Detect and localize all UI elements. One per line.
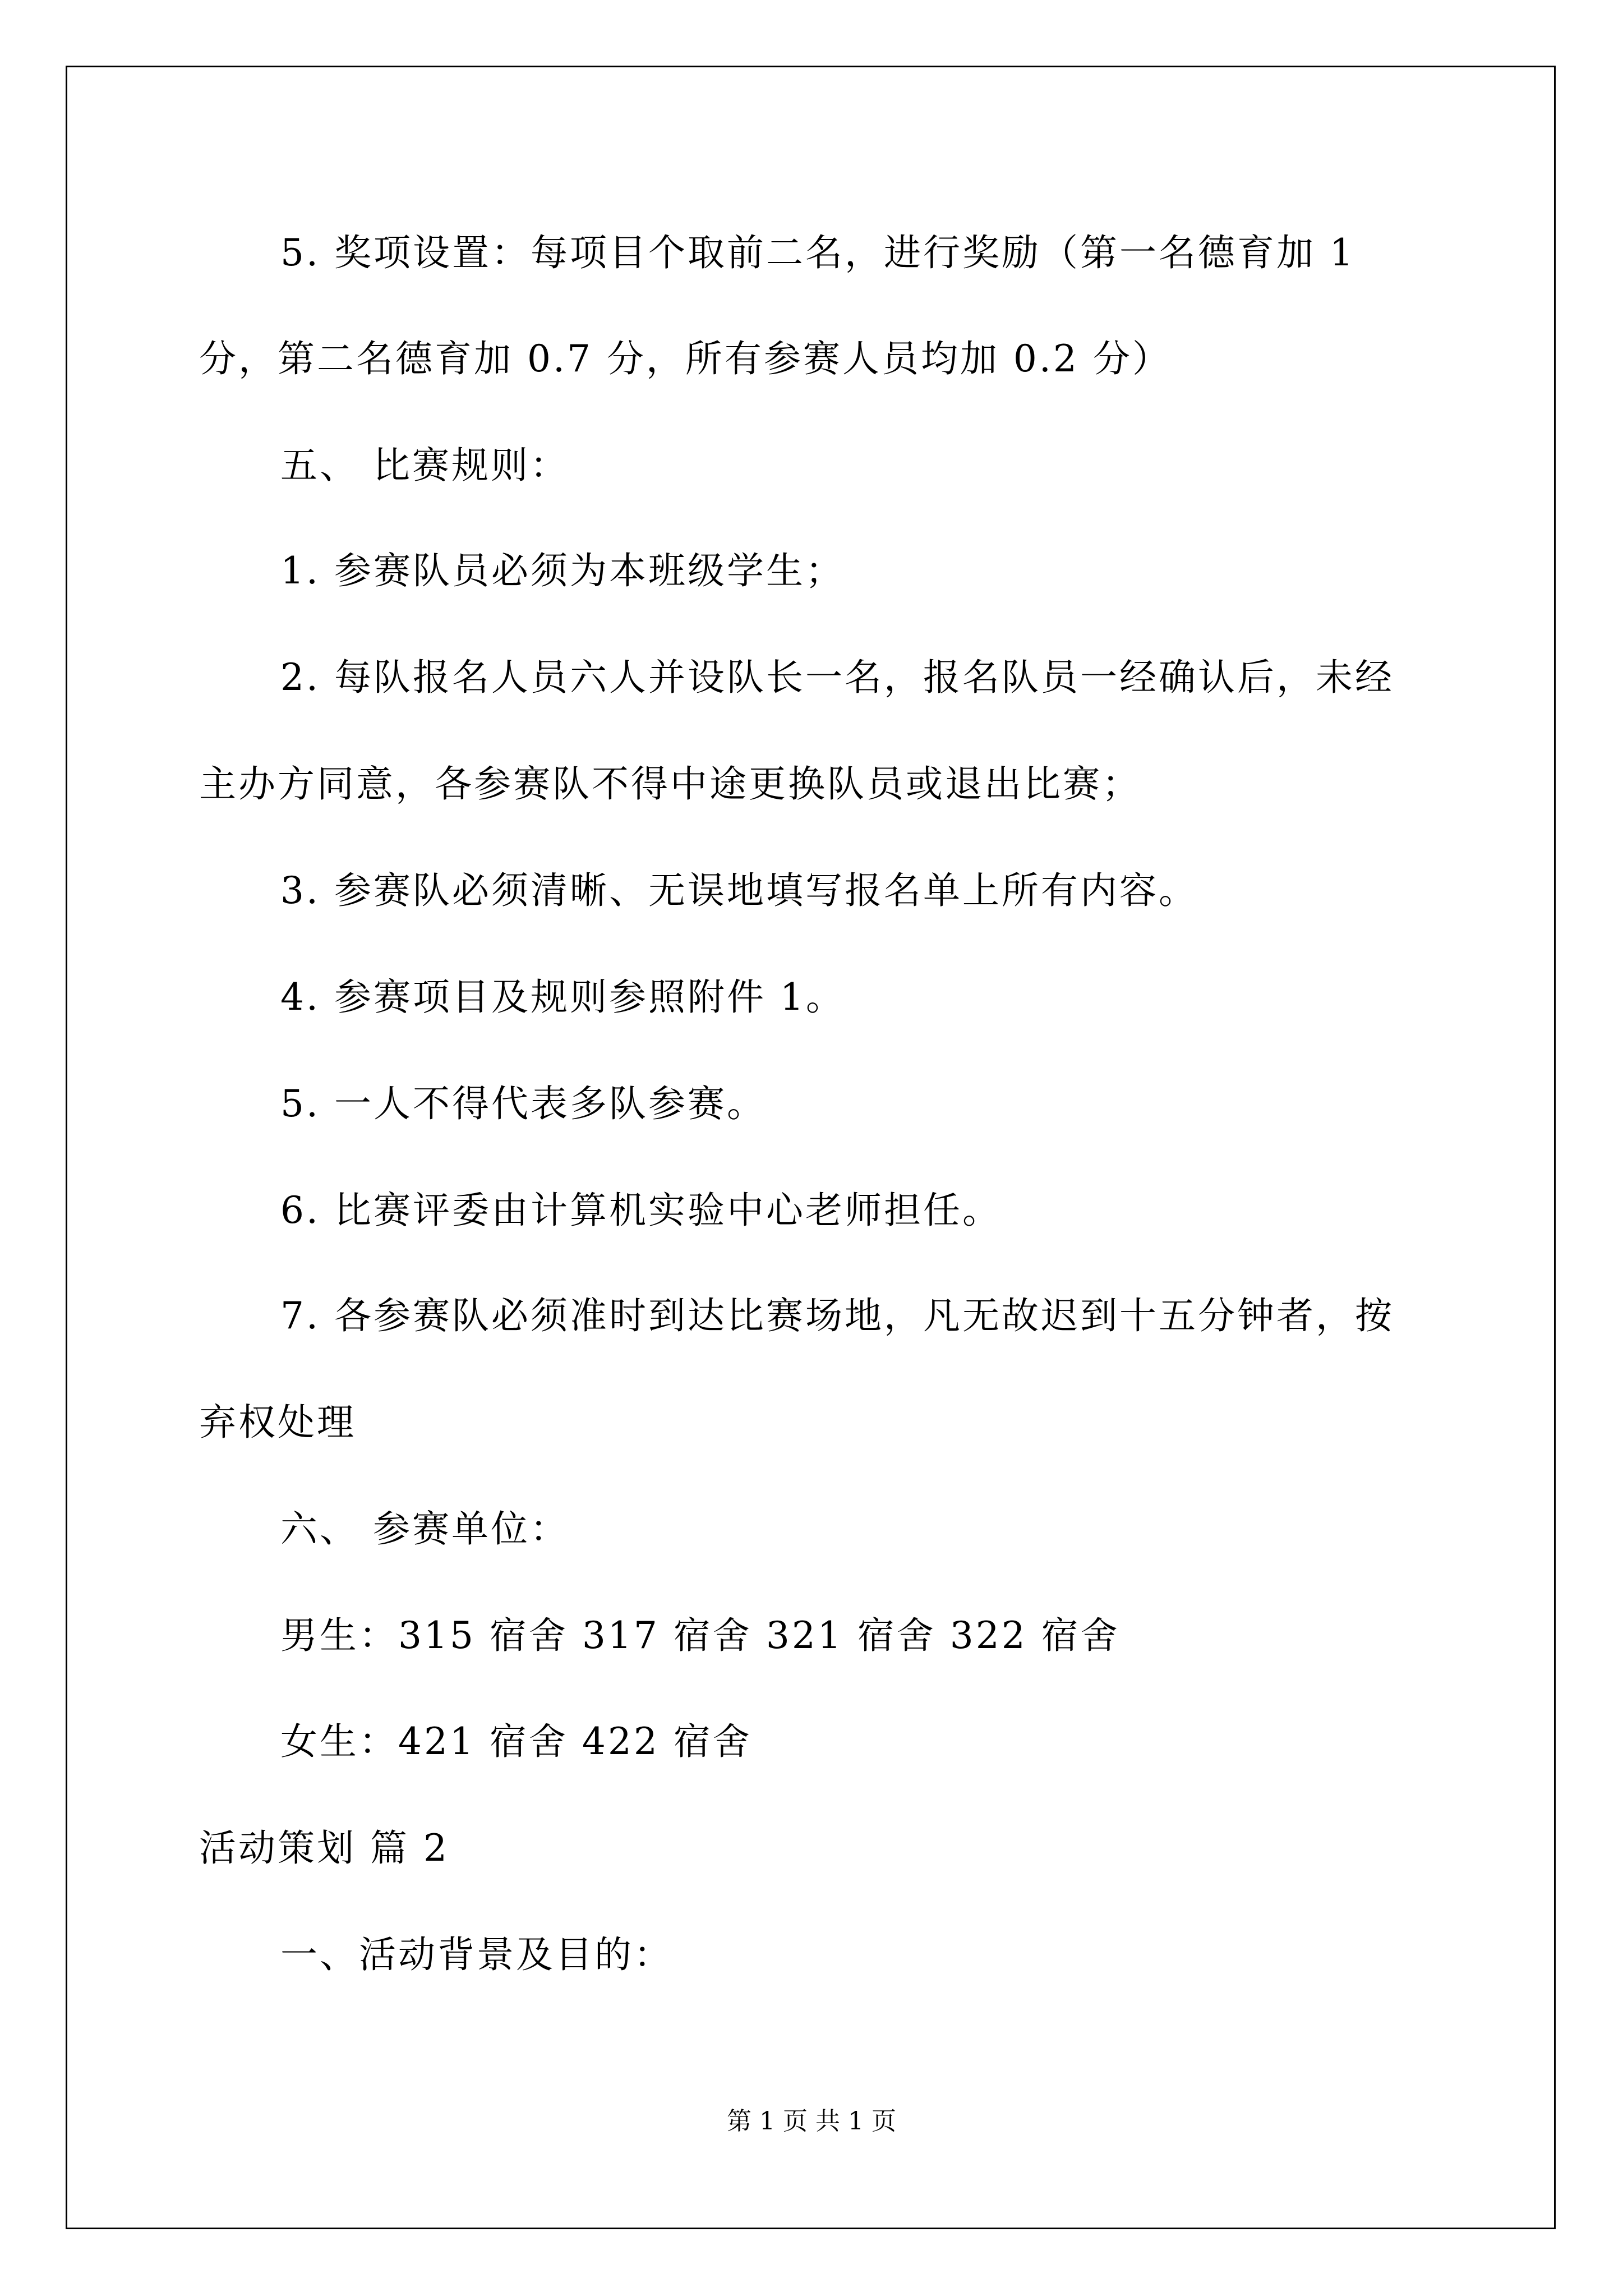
section-heading: 六、 参赛单位： [280, 1507, 569, 1550]
paragraph-line: 6. 比赛评委由计算机实验中心老师担任。 [280, 1189, 1002, 1232]
section-heading: 五、 比赛规则： [280, 444, 569, 487]
section-heading: 一、活动背景及目的： [280, 1933, 673, 1976]
page-footer: 第 1 页 共 1 页 [727, 2107, 896, 2136]
paragraph-line: 5. 一人不得代表多队参赛。 [280, 1082, 766, 1125]
paragraph-line: 4. 参赛项目及规则参照附件 1。 [280, 976, 845, 1019]
paragraph-line: 主办方同意，各参赛队不得中途更换队员或退出比赛； [199, 762, 1141, 806]
paragraph-line: 女生：421 宿舍 422 宿舍 [280, 1720, 752, 1763]
paragraph-line: 1. 参赛队员必须为本班级学生； [280, 549, 845, 592]
paragraph-line: 男生：315 宿舍 317 宿舍 321 宿舍 322 宿舍 [280, 1614, 1120, 1657]
page-border [66, 66, 1556, 2229]
paragraph-line: 分，第二名德育加 0.7 分，所有参赛人员均加 0.2 分） [199, 337, 1172, 380]
paragraph-line: 7. 各参赛队必须准时到达比赛场地，凡无故迟到十五分钟者，按 [280, 1294, 1394, 1337]
paragraph-line: 弃权处理 [199, 1401, 356, 1444]
paragraph-line: 2. 每队报名人员六人并设队长一名，报名队员一经确认后，未经 [280, 656, 1394, 699]
paragraph-line: 5. 奖项设置：每项目个取前二名，进行奖励（第一名德育加 1 [280, 231, 1355, 274]
paragraph-line: 3. 参赛队必须清晰、无误地填写报名单上所有内容。 [280, 869, 1198, 912]
article-heading: 活动策划 篇 2 [199, 1826, 449, 1870]
